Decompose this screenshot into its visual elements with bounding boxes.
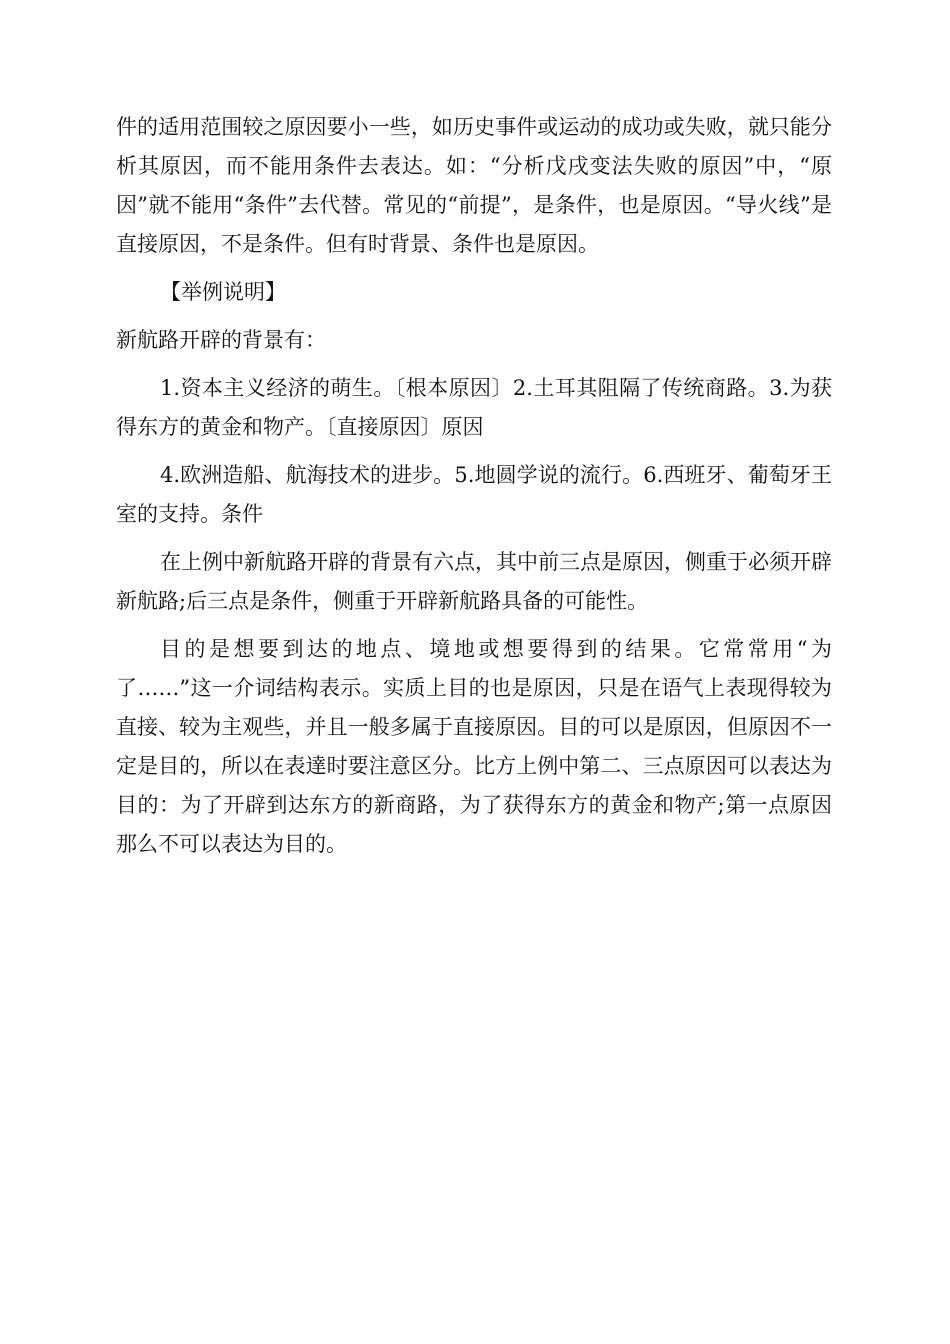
paragraph-background-intro: 新航路开辟的背景有： [116,328,326,352]
paragraph-continued-text: 件的适用范围较之原因要小一些，如历史事件或运动的成功或失败，就只能分析其原因，而不能用条件去表达。如：“分析戊戌变法失败的原因”中，“原因”就不能用“条件”去代替。常见的“前提”，是条件，也是原因。“导火线”是直接原因，不是条件。但有时背景、条件也是原因。 [116,115,832,256]
paragraph-causes-list: 1.资本主义经济的萌生。〔根本原因〕2.土耳其阻隔了传统商路。3.为获得东方的黄金和物产。〔直接原因〕原因 [116,376,832,439]
paragraph-analysis: 在上例中新航路开辟的背景有六点，其中前三点是原因，侧重于必须开辟新航路;后三点是条件，侧重于开辟新航路具备的可能性。 [116,550,832,613]
paragraph-conditions-list: 4.欧洲造船、航海技术的进步。5.地圆学说的流行。6.西班牙、葡萄牙王室的支持。条件 [116,463,832,526]
example-heading: 【举例说明】 [160,280,286,304]
document-body [116,108,832,864]
paragraph-purpose: 目的是想要到达的地点、境地或想要得到的结果。它常常用“为了……”这一介词结构表示。实质上目的也是原因，只是在语气上表现得较为直接、较为主观些，并且一般多属于直接原因。目的可以是原因，但原因不一定是目的，所以在表達时要注意区分。比方上例中第二、三点原因可以表达为目的：为了开辟到达东方的新商路，为了获得东方的黄金和物产;第一点原因那么不可以表达为目的。 [116,637,832,856]
